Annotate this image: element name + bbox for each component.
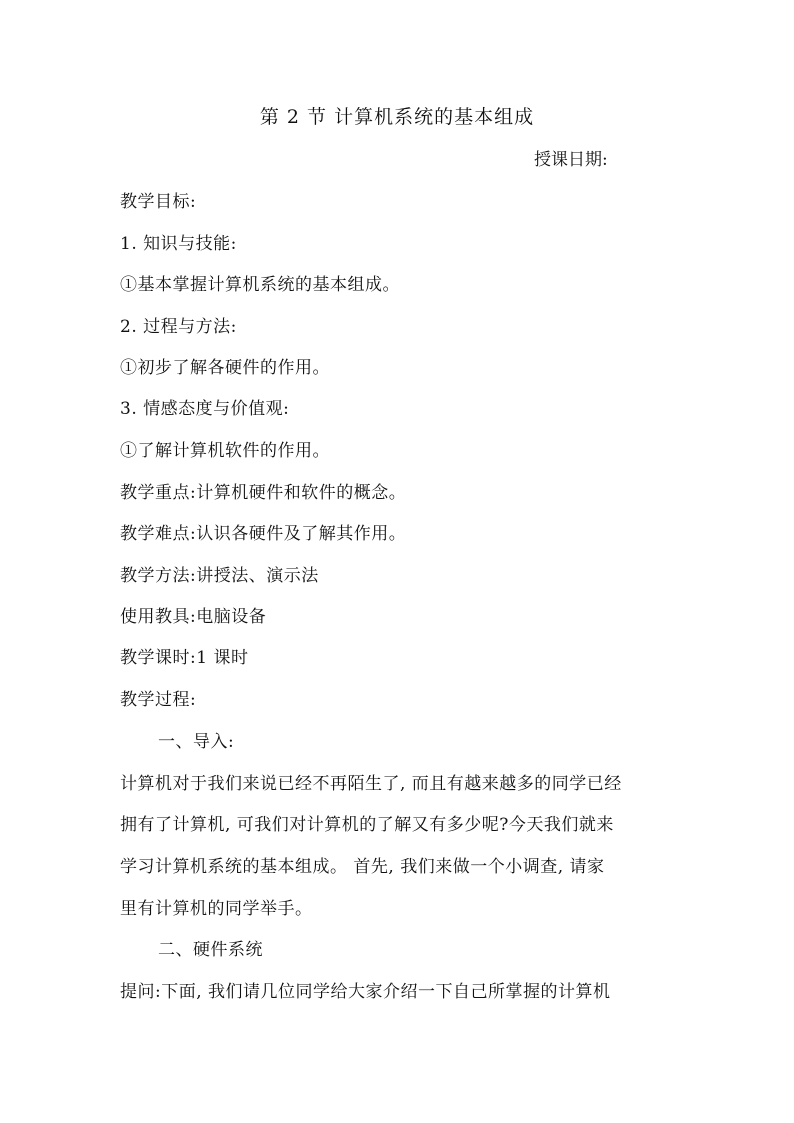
teaching-objectives-heading: 教学目标:	[120, 192, 197, 212]
section-introduction-heading: 一、导入:	[158, 732, 235, 752]
introduction-paragraph-line-1: 计算机对于我们来说已经不再陌生了, 而且有越来越多的同学已经	[120, 774, 622, 794]
attitude-values-heading: 3. 情感态度与价值观:	[120, 399, 290, 419]
teaching-hours: 教学课时:1 课时	[120, 648, 249, 668]
teaching-method: 教学方法:讲授法、演示法	[120, 566, 319, 586]
section-hardware-heading: 二、硬件系统	[158, 940, 263, 960]
hardware-paragraph-line-1: 提问:下面, 我们请几位同学给大家介绍一下自己所掌握的计算机	[120, 982, 611, 1002]
document-title: 第 2 节 计算机系统的基本组成	[259, 106, 535, 128]
teaching-key-point: 教学重点:计算机硬件和软件的概念。	[120, 483, 407, 503]
process-method-item: ①初步了解各硬件的作用。	[120, 358, 330, 378]
teaching-difficulty: 教学难点:认识各硬件及了解其作用。	[120, 524, 407, 544]
attitude-values-item: ①了解计算机软件的作用。	[120, 441, 330, 461]
teaching-tools: 使用教具:电脑设备	[120, 607, 267, 627]
knowledge-skills-item: ①基本掌握计算机系统的基本组成。	[120, 275, 400, 295]
teaching-date-label: 授课日期:	[534, 150, 608, 170]
teaching-process-heading: 教学过程:	[120, 690, 197, 710]
knowledge-skills-heading: 1. 知识与技能:	[120, 234, 237, 254]
introduction-paragraph-line-3: 学习计算机系统的基本组成。 首先, 我们来做一个小调查, 请家	[120, 857, 605, 877]
introduction-paragraph-line-4: 里有计算机的同学举手。	[120, 899, 313, 919]
introduction-paragraph-line-2: 拥有了计算机, 可我们对计算机的了解又有多少呢?今天我们就来	[120, 815, 614, 835]
process-method-heading: 2. 过程与方法:	[120, 317, 237, 337]
